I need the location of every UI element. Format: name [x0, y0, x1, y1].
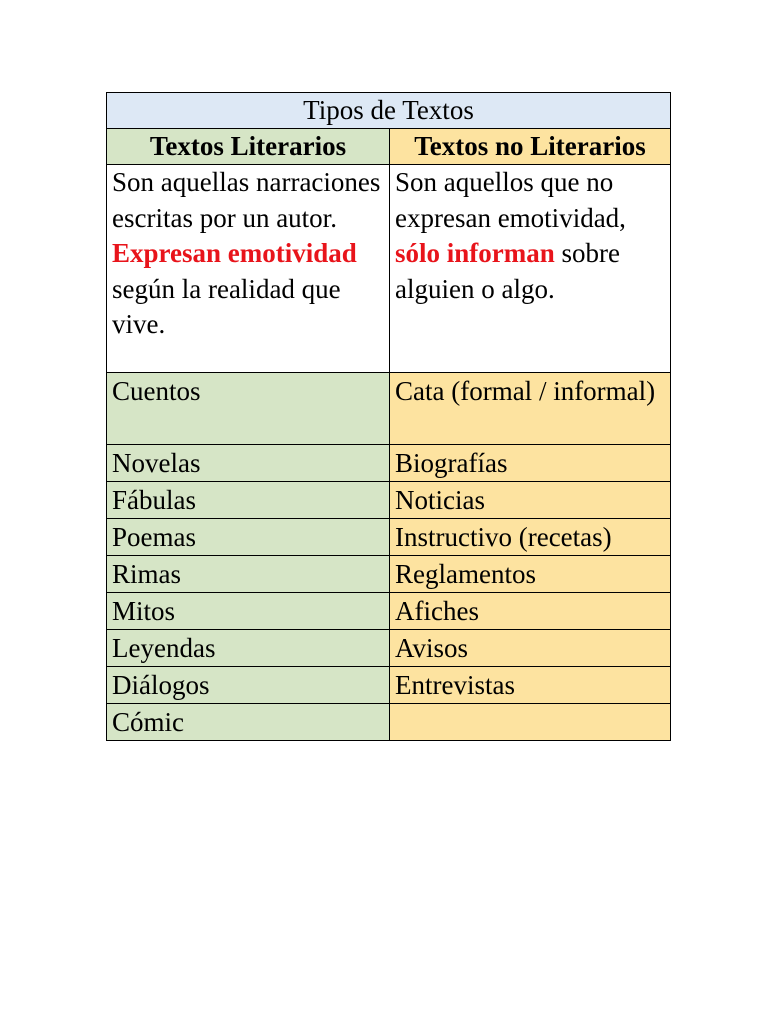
non-literary-item: Cata (formal / informal)	[390, 373, 671, 445]
non-literary-item-empty	[390, 704, 671, 741]
description-literary-text-after: según la realidad que vive.	[112, 273, 341, 339]
non-literary-item: Afiches	[390, 593, 671, 630]
non-literary-item: Noticias	[390, 482, 671, 519]
description-non-literary-text-after: sobre alguien o algo.	[395, 238, 620, 304]
literary-item: Cómic	[107, 704, 390, 741]
literary-item: Fábulas	[107, 482, 390, 519]
literary-item: Leyendas	[107, 630, 390, 667]
description-row	[107, 165, 671, 373]
table-title: Tipos de Textos	[107, 93, 671, 129]
literary-item: Cuentos	[107, 373, 390, 445]
table-header-row	[107, 129, 671, 165]
table-row	[107, 630, 671, 667]
table-row	[107, 519, 671, 556]
non-literary-item: Entrevistas	[390, 667, 671, 704]
non-literary-item: Avisos	[390, 630, 671, 667]
table-row	[107, 704, 671, 741]
table-title-row	[107, 93, 671, 129]
description-literary	[107, 165, 390, 373]
table-row	[107, 482, 671, 519]
table-row	[107, 667, 671, 704]
table-row	[107, 445, 671, 482]
literary-item: Diálogos	[107, 667, 390, 704]
header-non-literary: Textos no Literarios	[390, 129, 671, 165]
text-types-table	[106, 92, 671, 741]
table-row	[107, 556, 671, 593]
table-row	[107, 373, 671, 445]
header-literary: Textos Literarios	[107, 129, 390, 165]
description-literary-text-before: Son aquellas narraciones escritas por un autor.	[112, 167, 381, 233]
non-literary-item: Biografías	[390, 445, 671, 482]
description-literary-highlight: Expresan emotividad	[112, 238, 357, 268]
description-non-literary	[390, 165, 671, 373]
literary-item: Rimas	[107, 556, 390, 593]
description-non-literary-highlight: sólo informan	[395, 238, 555, 268]
non-literary-item: Instructivo (recetas)	[390, 519, 671, 556]
description-non-literary-text-before: Son aquellos que no expresan emotividad,	[395, 167, 626, 233]
literary-item: Poemas	[107, 519, 390, 556]
literary-item: Novelas	[107, 445, 390, 482]
literary-item: Mitos	[107, 593, 390, 630]
table-row	[107, 593, 671, 630]
non-literary-item: Reglamentos	[390, 556, 671, 593]
